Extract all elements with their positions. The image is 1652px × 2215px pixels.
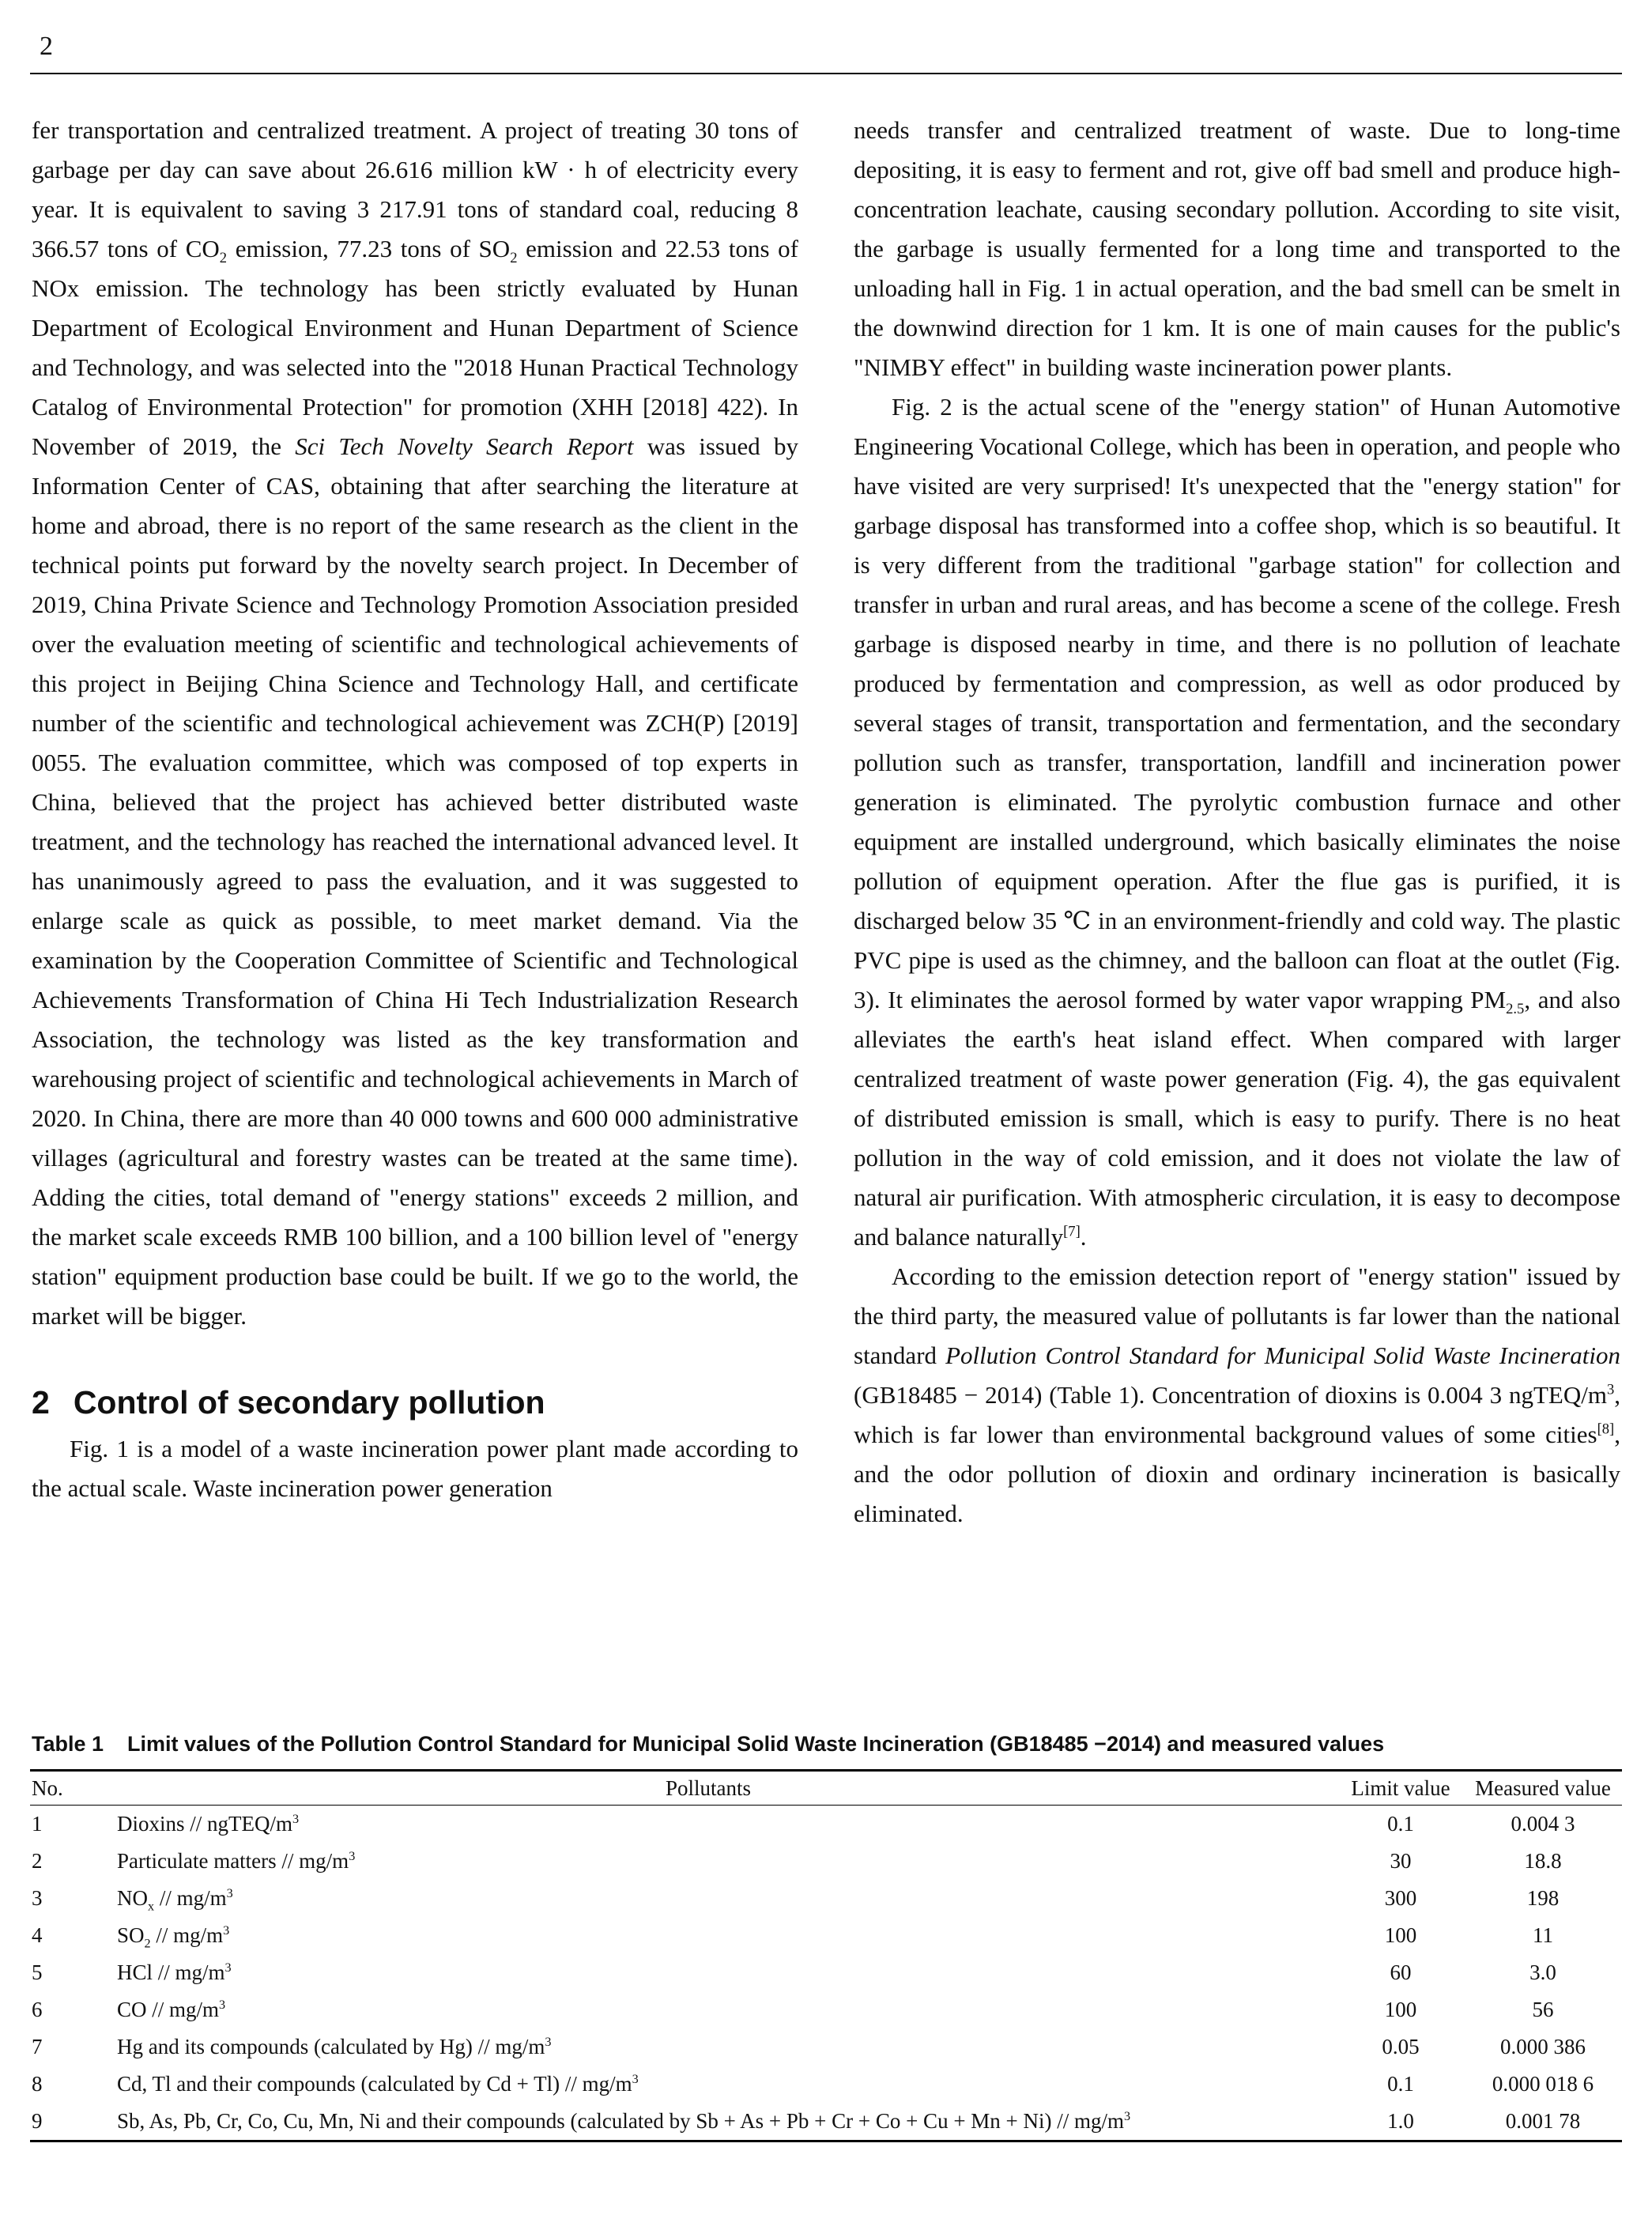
cell-pollutant: HCl // $mg/m^3$ [117, 1960, 232, 1984]
cell-limit: 0.1 [1387, 1812, 1414, 1836]
table-caption: Table 1 Limit values of the Pollution Control Standard for Municipal Solid Waste Incineration (GB18485 −2014) and measured values [32, 1732, 1385, 1756]
table-row [30, 2066, 1622, 2103]
cell-no: 6 [32, 1998, 43, 2021]
header-limit: Limit value [1351, 1775, 1450, 1800]
cell-limit: 0.1 [1387, 2072, 1414, 2096]
page-number: 2 [40, 32, 53, 61]
cell-no: 8 [32, 2072, 43, 2096]
cell-measured: 56 [1532, 1998, 1554, 2021]
table-row [30, 1954, 1622, 1991]
citation-ref: [8] [1597, 1421, 1615, 1438]
pollutant-table [30, 1769, 1622, 2142]
right-column [854, 111, 1620, 1534]
table-row [30, 2103, 1622, 2141]
header-no: No. [32, 1775, 63, 1800]
cell-limit: 0.05 [1382, 2035, 1420, 2058]
cell-no: 4 [32, 1923, 43, 1947]
cell-no: 5 [32, 1960, 43, 1984]
cell-limit: 1.0 [1387, 2109, 1414, 2133]
cell-pollutant: Sb, As, Pb, Cr, Co, Cu, Mn, Ni and their compounds (calculated by $Sb + As + Pb + Cr + Co + Cu + Mn + Ni) // mg/m^3$ [117, 2109, 1131, 2133]
cell-pollutant: Cd, Tl and their compounds (calculated by $Cd + Tl) // mg/m^3$ [117, 2072, 639, 2096]
table-header-row [30, 1771, 1622, 1806]
cell-no: 2 [32, 1849, 43, 1873]
cell-pollutant: CO // $mg/m^3$ [117, 1998, 226, 2021]
header-rule [30, 73, 1622, 74]
paragraph: Fig. 1 is a model of a waste incineration power plant made according to the actual scale. Waste incineration power generation [32, 1435, 798, 1502]
table-row [30, 1806, 1622, 1843]
cell-limit: 300 [1384, 1886, 1417, 1910]
left-column [32, 111, 798, 1508]
cell-measured: 0.000 018 6 [1492, 2072, 1594, 2096]
cell-measured: 11 [1533, 1923, 1553, 1947]
table-row [30, 1917, 1622, 1954]
paragraph: According to the emission detection report of "energy station" issued by the third party, the measured value of pollutants is far lower than the national standard Pollution Control Standard for Municipal Solid Waste Incineration (GB18485 − 2014) (Table 1). Concentration of dioxins is 0.004 3 ngTEQ/$m^3$, which is far lower than environmental background values of some cities[8], and the odor pollution of dioxin and ordinary incineration is basically eliminated. [854, 1262, 1620, 1527]
cell-pollutant: $SO_2 // mg/m^3$ [117, 1923, 230, 1951]
cell-no: 1 [32, 1812, 43, 1836]
cell-limit: 60 [1390, 1960, 1412, 1984]
cell-pollutant: $NO_x // mg/m^3$ [117, 1886, 233, 1914]
cell-limit: 30 [1390, 1849, 1412, 1873]
table-row [30, 1991, 1622, 2028]
table-row [30, 1880, 1622, 1917]
table-row [30, 1843, 1622, 1880]
cell-measured: 0.000 386 [1500, 2035, 1586, 2058]
table-row [30, 2028, 1622, 2066]
cell-limit: 100 [1384, 1998, 1417, 2021]
paragraph: fer transportation and centralized treatment. A project of treating 30 tons of garbage per day can save about 26.616 million kW · h of electricity every year. It is equivalent to saving 3 217.91 tons of standard coal, reducing 8 366.57 tons of $CO_2$ emission, 77.23 tons of $SO_2$ emission and 22.53 tons of NOx emission. The technology has been strictly evaluated by Hunan Department of Ecological Environment and Hunan Department of Science and Technology, and was selected into the "2018 Hunan Practical Technology Catalog of Environmental Protection" for promotion (XHH [2018] 422). In November of 2019, the Sci Tech Novelty Search Report was issued by Information Center of CAS, obtaining that after searching the literature at home and abroad, there is no report of the same research as the client in the technical points put forward by the novelty search project. In December of 2019, China Private Science and Technology Promotion Association presided over the evaluation meeting of scientific and technological achievements of this project in Beijing China Science and Technology Hall, and certificate number of the scientific and technological achievement was ZCH(P) [2019] 0055. The evaluation committee, which was composed of top experts in China, believed that the project has achieved better distributed waste treatment, and the technology has reached the international advanced level. It has unanimously agreed to pass the evaluation, and it was suggested to enlarge scale as quick as possible, to meet market demand. Via the examination by the Cooperation Committee of Scientific and Technological Achievements Transformation of China Hi Tech Industrialization Research Association, the technology was listed as the key transformation and warehousing project of scientific and technological achievements in March of 2020. In China, there are more than 40 000 towns and 600 000 administrative villages (agricultural and forestry wastes can be treated at the same time). Adding the cities, total demand of "energy stations" exceeds 2 million, and the market scale exceeds RMB 100 billion, and a 100 billion level of "energy station" equipment production base could be built. If we go to the world, the market will be bigger. [32, 116, 798, 1330]
citation-ref: [7] [1063, 1223, 1081, 1240]
section-heading: 2 Control of secondary pollution [32, 1384, 545, 1421]
cell-measured: 198 [1526, 1886, 1560, 1910]
paragraph: Fig. 2 is the actual scene of the "energy station" of Hunan Automotive Engineering Vocational College, which has been in operation, and people who have visited are very surprised! It's unexpected that the "energy station" for garbage disposal has transformed into a coffee shop, which is so beautiful. It is very different from the traditional "garbage station" for collection and transfer in urban and rural areas, and has become a scene of the college. Fresh garbage is disposed nearby in time, and there is no pollution of leachate produced by fermentation and compression, as well as odor produced by several stages of transit, transportation and fermentation, and the secondary pollution such as transfer, transportation, landfill and incineration power generation is eliminated. The pyrolytic combustion furnace and other equipment are installed underground, which basically eliminates the noise pollution of equipment operation. After the flue gas is purified, it is discharged below 35 ℃ in an environment-friendly and cold way. The plastic PVC pipe is used as the chimney, and the balloon can float at the outlet (Fig. 3). It eliminates the aerosol formed by water vapor wrapping $PM_{2.5}$, and also alleviates the earth's heat island effect. When compared with larger centralized treatment of waste power generation (Fig. 4), the gas equivalent of distributed emission is small, which is easy to purify. There is no heat pollution in the way of cold emission, and it does not violate the law of natural air purification. With atmospheric circulation, it is easy to decompose and balance naturally[7]. [854, 393, 1620, 1251]
cell-no: 9 [32, 2109, 43, 2133]
cell-measured: 3.0 [1529, 1960, 1556, 1984]
header-measured: Measured value [1475, 1775, 1611, 1800]
cell-pollutant: Particulate matters // $mg/m^3$ [117, 1849, 356, 1873]
cell-no: 3 [32, 1886, 43, 1910]
cell-limit: 100 [1384, 1923, 1417, 1947]
cell-no: 7 [32, 2035, 43, 2058]
paragraph: needs transfer and centralized treatment of waste. Due to long-time depositing, it is easy to ferment and rot, give off bad smell and produce high-concentration leachate, causing secondary pollution. According to site visit, the garbage is usually fermented for a long time and transported to the unloading hall in Fig. 1 in actual operation, and the bad smell can be smelt in the downwind direction for 1 km. It is one of main causes for the public's "NIMBY effect" in building waste incineration power plants. [854, 116, 1620, 381]
cell-pollutant: Hg and its compounds (calculated by $Hg) // mg/m^3$ [117, 2035, 552, 2058]
cell-measured: 18.8 [1524, 1849, 1562, 1873]
cell-measured: 0.004 3 [1511, 1812, 1575, 1836]
header-pollutants: Pollutants [665, 1775, 751, 1800]
cell-pollutant: Dioxins // ngTEQ/$m^3$ [117, 1812, 300, 1836]
cell-measured: 0.001 78 [1505, 2109, 1581, 2133]
